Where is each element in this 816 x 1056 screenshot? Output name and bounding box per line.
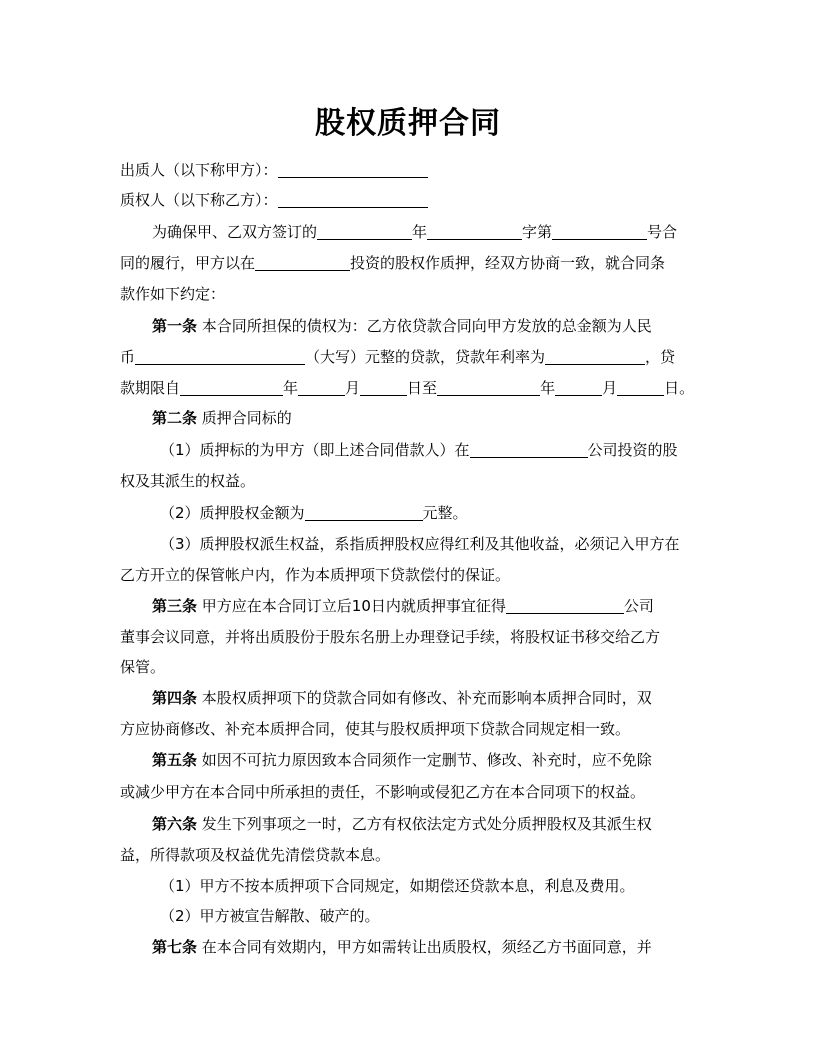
article-text: 月 [602,379,618,397]
article-text: 日至 [407,379,438,397]
article-5-line-2: 或减少甲方在本合同中所承担的责任，不影响或侵犯乙方在本合同项下的权益。 [120,783,646,801]
rate-blank [545,348,645,365]
article-1-line-1 [152,316,652,336]
intro-blank [255,254,350,271]
article-2-item-1-line-1 [160,440,678,460]
article-1-line-3 [120,378,694,398]
article-text: 本股权质押项下的贷款合同如有修改、补充而影响本质押合同时，双 [201,689,652,707]
article-text: 质押合同标的 [201,409,292,427]
article-1-line-2 [120,347,675,367]
article-2-item-1-line-2: 权及其派生的权益。 [120,472,256,490]
article-text: 日。 [664,379,695,397]
date-blank [555,379,602,396]
date-blank [298,379,345,396]
article-text: 年 [283,379,299,397]
equity-amount-blank [305,504,423,521]
intro-blank [317,223,412,240]
article-text: ，贷 [645,348,676,366]
intro-text: 为确保甲、乙双方签订的 [152,223,318,241]
party-b-label: 质权人（以下称乙方）： [120,191,278,209]
article-6-heading: 第六条 [152,815,198,833]
article-5-heading: 第五条 [152,751,198,769]
intro-line-2 [120,253,665,273]
intro-text: 投资的股权作质押，经双方协商一致，就合同条 [350,254,666,272]
article-text: 公司投资的股 [587,441,678,459]
article-text: 年 [540,379,556,397]
party-a-line [120,160,428,180]
article-text: 币 [120,348,136,366]
article-6-item-2: （2）甲方被宣告解散、破产的。 [160,907,380,925]
article-text: 在本合同有效期内，甲方如需转让出质股权，须经乙方书面同意，并 [201,938,652,956]
article-text: 元整。 [422,504,468,522]
article-text: 公司 [623,597,654,615]
article-3-line-3: 保管。 [120,658,166,676]
article-text: 本合同所担保的债权为：乙方依贷款合同向甲方发放的总金额为人民 [201,317,652,335]
intro-text: 同的履行，甲方以在 [120,254,256,272]
article-text: （大写）元整的贷款，贷款年利率为 [305,348,546,366]
document-title: 股权质押合同 [315,106,501,141]
party-b-blank [278,191,428,208]
article-2-heading: 第二条 [152,409,198,427]
article-text: （2）质押股权金额为 [160,504,305,522]
company-blank [470,441,588,458]
article-2-item-2 [160,503,468,523]
date-blank [180,379,283,396]
article-text: 月 [345,379,361,397]
article-2-item-3-line-2: 乙方开立的保管帐户内，作为本质押项下贷款偿付的保证。 [120,566,511,584]
party-a-label: 出质人（以下称甲方）： [120,161,278,179]
company-blank [506,597,624,614]
article-text: 发生下列事项之一时，乙方有权依法定方式处分质押股权及其派生权 [201,815,652,833]
party-b-line [120,190,428,210]
intro-text: 号合 [647,223,678,241]
article-text: 如因不可抗力原因致本合同须作一定删节、修改、补充时，应不免除 [201,751,652,769]
date-blank [437,379,540,396]
amount-blank [135,348,305,365]
article-7-line-1 [152,937,652,957]
article-2-item-3-line-1: （3）质押股权派生权益，系指质押股权应得红利及其他收益，必须记入甲方在 [160,535,680,553]
article-3-heading: 第三条 [152,597,198,615]
intro-blank [427,223,522,240]
article-text: （1）质押标的为甲方（即上述合同借款人）在 [160,441,470,459]
article-1-heading: 第一条 [152,317,198,335]
article-5-line-1 [152,750,652,770]
article-6-item-1: （1）甲方不按本质押项下合同规定，如期偿还贷款本息，利息及费用。 [160,877,635,895]
article-text: 款期限自 [120,379,181,397]
article-4-heading: 第四条 [152,689,198,707]
party-a-blank [278,161,428,178]
article-3-line-1 [152,596,654,616]
intro-line-1 [152,222,677,242]
date-blank [360,379,407,396]
article-4-line-1 [152,688,652,708]
article-3-line-2: 董事会议同意，并将出质股份于股东名册上办理登记手续，将股权证书移交给乙方 [120,628,661,646]
intro-text: 年 [412,223,428,241]
article-7-heading: 第七条 [152,938,198,956]
intro-text: 字第 [522,223,553,241]
date-blank [617,379,664,396]
article-2-line [152,408,292,428]
article-6-line-1 [152,814,652,834]
intro-blank [552,223,647,240]
intro-line-3: 款作如下约定： [120,285,226,303]
article-6-line-2: 益，所得款项及权益优先清偿贷款本息。 [120,846,391,864]
article-text: 甲方应在本合同订立后10日内就质押事宜征得 [201,597,506,615]
article-4-line-2: 方应协商修改、补充本质押合同，使其与股权质押项下贷款合同规定相一致。 [120,720,631,738]
